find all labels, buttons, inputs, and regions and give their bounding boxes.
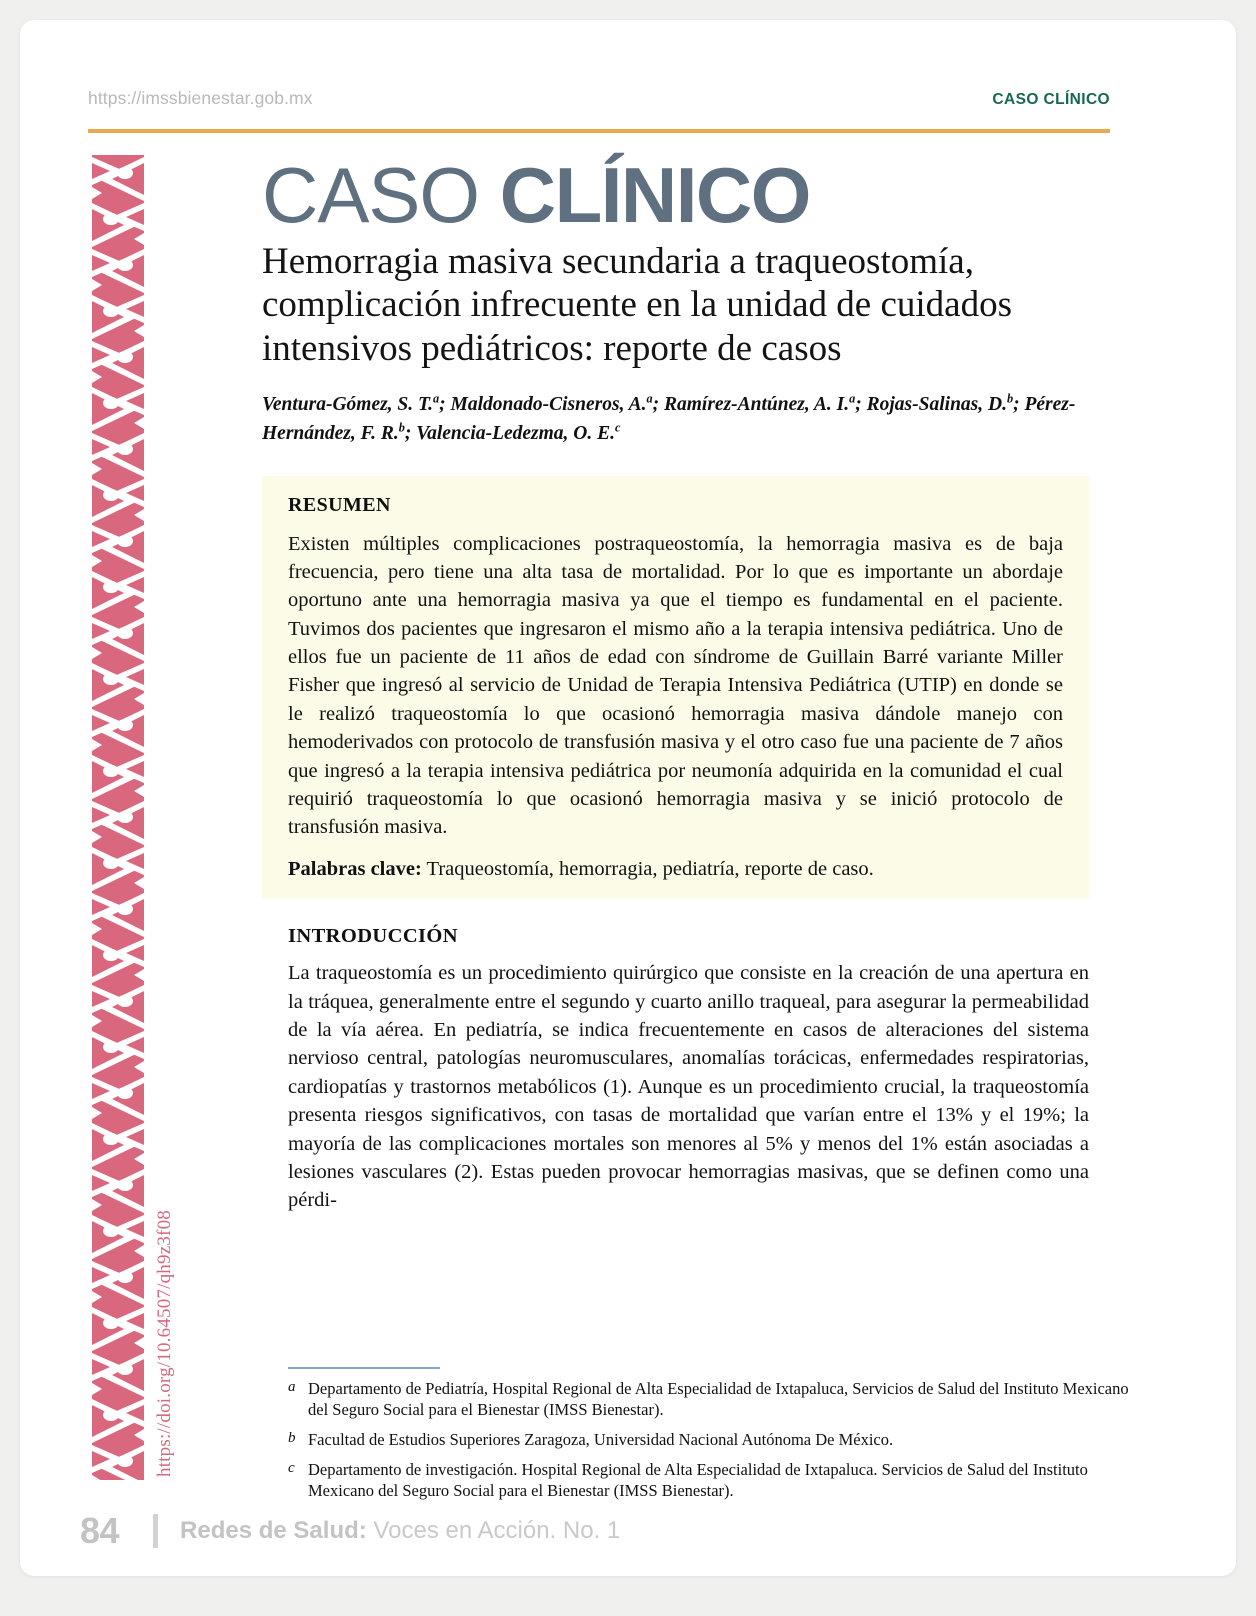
footnote-marker: b xyxy=(288,1430,296,1447)
keywords-line xyxy=(288,855,1063,883)
footnote-item xyxy=(288,1378,1138,1420)
footer-divider xyxy=(153,1514,158,1548)
article-content xyxy=(262,151,1124,1215)
footnote-text: Departamento de investigación. Hospital Regional de Alta Especialidad de Ixtapaluca. Servicios de Salud del Instituto Mexicano del Seguro Social para el Bienestar (IMSS Bienestar). xyxy=(308,1460,1088,1501)
page-footer xyxy=(80,1510,620,1552)
running-head-section: CASO CLÍNICO xyxy=(992,91,1110,108)
abstract-heading: RESUMEN xyxy=(288,493,391,516)
page-number: 84 xyxy=(80,1510,120,1551)
running-head xyxy=(88,88,1110,109)
kicker-bold: CLÍNICO xyxy=(499,151,810,239)
footnote-item xyxy=(288,1459,1138,1501)
footnote-text: Facultad de Estudios Superiores Zaragoza, Universidad Nacional Autónoma De México. xyxy=(308,1430,894,1450)
footnote-marker: a xyxy=(288,1379,296,1395)
introduction-body: La traqueostomía es un procedimiento quirúrgico que consiste en la creación de una apertura en la tráquea, generalmente entre el segundo y cuarto anillo traqueal, para asegurar la permeabilidad de la vía aérea. En pediatría, se indica frecuentemente en casos de alteraciones del sistema nervioso central, patologías neuromusculares, anomalías torácicas, enfermedades respiratorias, cardiopatías y trastornos metabólicos (1). Aunque es un procedimiento crucial, la traqueostomía presenta riesgos significativos, con tasas de mortalidad que varían entre el 13% y el 19%; la mayoría de las complicaciones mortales son menores al 5% y menos del 1% están asociadas a lesiones vasculares (2). Estas pueden provocar hemorragias masivas, que se definen como una pérdi- xyxy=(288,962,1089,1212)
abstract-body: Existen múltiples complicaciones postraqueostomía, la hemorragia masiva es de baja frecuencia, pero tiene una alta tasa de mortalidad. Por lo que es importante un abordaje oportuno ante una hemorragia masiva ya que el tiempo es fundamental en el paciente. Tuvimos dos pacientes que ingresaron el mismo año a la terapia intensiva pediátrica. Uno de ellos fue un paciente de 11 años de edad con síndrome de Guillain Barré variante Miller Fisher que ingresó al servicio de Unidad de Terapia Intensiva Pediátrica (UTIP) en donde se le realizó traqueostomía lo que ocasionó hemorragia masiva dándole manejo con hemoderivados con protocolo de transfusión masiva y el otro caso fue una paciente de 7 años que ingresó a la terapia intensiva pediátrica por neumonía adquirida en la comunidad el cual requirió traqueostomía lo que ocasionó hemorragia masiva y se inició protocolo de transfusión masiva. xyxy=(288,532,1063,839)
kicker-light: CASO xyxy=(262,151,500,239)
footnote-text: Departamento de Pediatría, Hospital Regional de Alta Especialidad de Ixtapaluca, Servicios de Salud del Instituto Mexicano del Seguro Social para el Bienestar (IMSS Bienestar). xyxy=(308,1379,1129,1420)
article-title: Hemorragia masiva secundaria a traqueostomía, complicación infrecuente en la unidad de cuidados intensivos pediátricos: reporte de casos xyxy=(262,240,1012,370)
author-list xyxy=(262,391,1122,448)
header-rule xyxy=(88,129,1110,133)
journal-name xyxy=(180,1517,620,1545)
footnote-item xyxy=(288,1429,1138,1450)
keywords-value: Traqueostomía, hemorragia, pediatría, reporte de caso. xyxy=(421,857,874,880)
abstract-box xyxy=(262,476,1089,900)
decorative-pattern-band xyxy=(92,155,144,1480)
journal-name-rest: Voces en Acción. No. 1 xyxy=(366,1517,621,1544)
article-kicker xyxy=(262,151,1124,239)
running-head-url: https://imssbienestar.gob.mx xyxy=(88,88,313,108)
doi-vertical-label[interactable] xyxy=(154,637,176,1477)
footnote-list xyxy=(288,1378,1138,1511)
keywords-label: Palabras clave: xyxy=(288,857,422,880)
footnote-marker: c xyxy=(288,1460,295,1477)
journal-page xyxy=(20,20,1236,1576)
introduction-heading: INTRODUCCIÓN xyxy=(288,925,458,948)
author-list-text: Ventura-Gómez, S. T.$^a$; Maldonado-Cisneros, A.$^a$; Ramírez-Antúnez, A. I.$^a$; Rojas-Salinas, D.$^b$; Pérez-Hernández, F. R.$^b$; Valencia-Ledezma, O. E.$^c$ xyxy=(262,391,1076,444)
doi-text: https://doi.org/10.64507/qh9z3f08 xyxy=(154,1210,175,1477)
footnote-separator-rule xyxy=(288,1367,440,1369)
journal-name-bold: Redes de Salud: xyxy=(180,1517,367,1544)
